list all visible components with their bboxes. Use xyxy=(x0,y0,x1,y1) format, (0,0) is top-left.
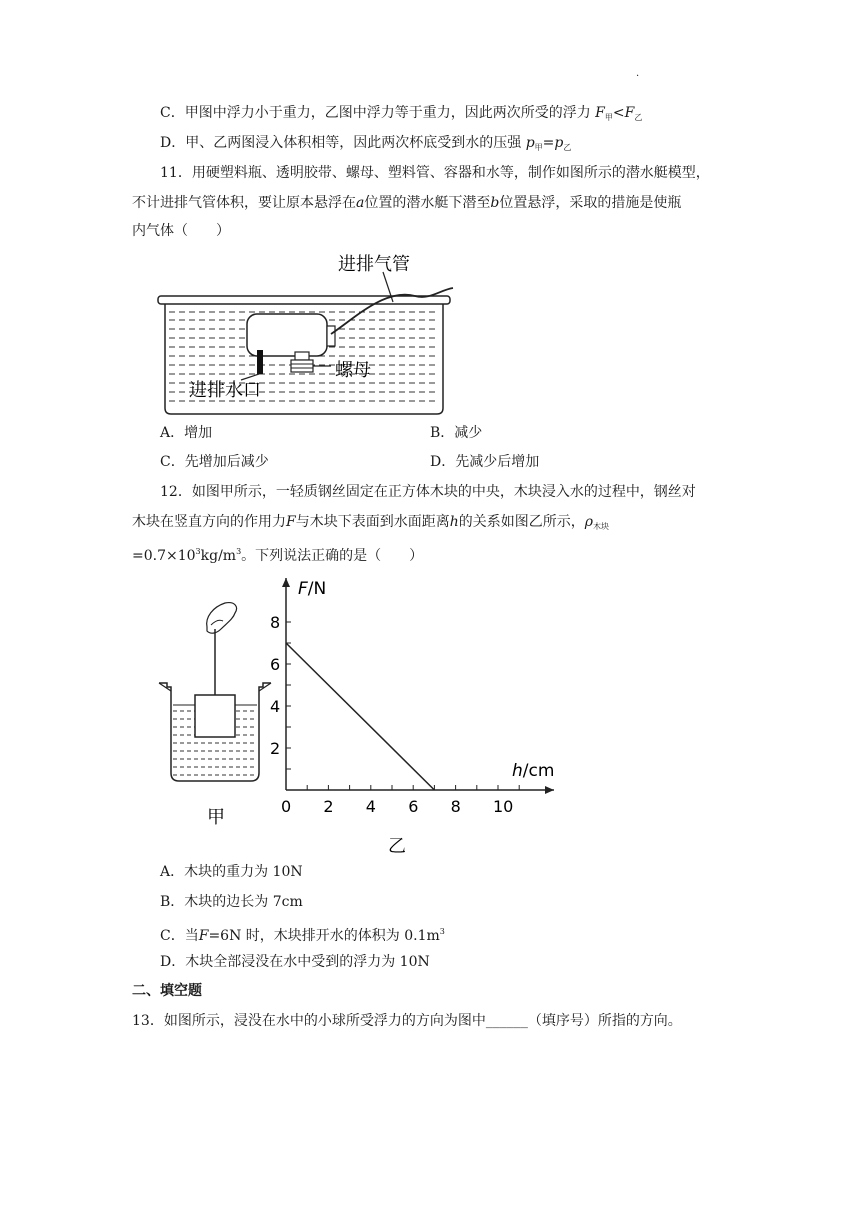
q10-option-d-sub2: 乙 xyxy=(563,143,572,152)
y-tick-label: 2 xyxy=(270,739,281,758)
q10-option-d-p2: p xyxy=(554,135,564,151)
q10-option-d xyxy=(160,133,571,158)
q12-line-2 xyxy=(132,512,609,537)
x-tick-label: 2 xyxy=(323,797,334,816)
q11-line-2-c: 位置悬浮，采取的措施是使瓶 xyxy=(499,195,682,211)
q12-line-3 xyxy=(132,542,423,566)
q10-option-c-f2: F xyxy=(624,105,635,121)
q10-option-c-lt: < xyxy=(612,105,625,121)
f-h-line xyxy=(286,643,434,790)
x-tick-label: 6 xyxy=(408,797,419,816)
y-tick-label: 8 xyxy=(270,613,281,632)
q12-option-b: B．木块的边长为 7cm xyxy=(160,894,303,910)
tube-label: 进排气管 xyxy=(338,254,410,275)
y-tick-label: 6 xyxy=(270,655,281,674)
q11-line-2-a: 不计进排气管体积，要让原本悬浮在 xyxy=(132,195,356,211)
hand-icon xyxy=(207,603,237,634)
q12-line-2-b: 与木块下表面到水面距离 xyxy=(295,514,450,530)
bottle-cap xyxy=(327,326,335,346)
chart-ticks xyxy=(270,613,519,816)
q12-rho-sub: 木块 xyxy=(592,522,609,531)
q12-line-3-b: kg/m xyxy=(200,548,237,564)
q12-option-c-f: F xyxy=(198,928,209,944)
q11-var-a: a xyxy=(356,195,365,211)
q10-option-c-text: C．甲图中浮力小于重力，乙图中浮力等于重力，因此两次所受的浮力 xyxy=(160,105,591,121)
q11-line-3: 内气体（ ） xyxy=(132,223,230,239)
chart-series xyxy=(286,643,434,790)
wood-block xyxy=(195,695,235,737)
beaker-figure xyxy=(155,595,275,855)
q12-option-c xyxy=(160,922,445,946)
q10-option-c xyxy=(160,103,642,128)
q10-option-c-sub2: 乙 xyxy=(634,113,643,122)
q11-line-2-b: 位置的潜水艇下潜至 xyxy=(364,195,491,211)
x-tick-label: 8 xyxy=(450,797,461,816)
q11-line-1: 11．用硬塑料瓶、透明胶带、螺母、塑料管、容器和水等，制作如图所示的潜水艇模型， xyxy=(160,165,710,181)
bottle xyxy=(247,314,327,356)
fig-yi-label: 乙 xyxy=(388,836,406,857)
q11-line-2 xyxy=(132,193,681,213)
q10-option-d-sub1: 甲 xyxy=(534,143,543,152)
water-port xyxy=(257,350,263,374)
container-rim xyxy=(158,296,450,304)
q12-exp-1: 3 xyxy=(195,547,201,556)
section-heading: 二、填空题 xyxy=(132,983,202,999)
q12-rho: ρ xyxy=(584,514,593,530)
q12-var-f: F xyxy=(286,514,296,530)
q11-option-b: B．减少 xyxy=(430,425,483,441)
q12-option-a: A．木块的重力为 10N xyxy=(160,864,303,880)
q12-exp-2: 3 xyxy=(236,547,242,556)
q11-option-a: A．增加 xyxy=(160,425,213,441)
q12-option-d: D．木块全部浸没在水中受到的浮力为 10N xyxy=(160,954,430,970)
x-axis-label: h/cm xyxy=(512,761,555,781)
x-tick-label: 4 xyxy=(365,797,376,816)
q12-line-2-c: 的关系如图乙所示， xyxy=(458,514,585,530)
f-h-chart xyxy=(262,572,562,862)
port-label: 进排水口 xyxy=(189,380,261,401)
q12-line-2-a: 木块在竖直方向的作用力 xyxy=(132,514,286,530)
nut-top xyxy=(295,352,309,360)
y-axis-label: F/N xyxy=(298,579,327,599)
q11-var-b: b xyxy=(490,195,500,211)
q12-option-c-b: =6N 时，木块排开水的体积为 0.1m xyxy=(208,928,440,944)
q12-var-h: h xyxy=(449,514,459,530)
nut xyxy=(291,360,313,372)
q12-line-1: 12．如图甲所示，一轻质钢丝固定在正方体木块的中央，木块浸入水的过程中，钢丝对 xyxy=(160,484,696,500)
x-tick-label: 0 xyxy=(281,797,292,816)
q10-option-d-eq: = xyxy=(542,135,555,151)
air-tube xyxy=(331,288,453,334)
q12-line-3-c: 。下列说法正确的是（ ） xyxy=(241,548,424,564)
q12-line-3-a: =0.7×10 xyxy=(132,548,196,564)
submarine-figure xyxy=(155,248,455,418)
top-mark: . xyxy=(636,68,640,79)
x-axis-arrow xyxy=(545,786,554,794)
q12-option-c-a: C．当 xyxy=(160,928,199,944)
q10-option-c-sub1: 甲 xyxy=(604,113,613,122)
nut-label: 螺母 xyxy=(335,360,371,381)
y-axis-arrow xyxy=(282,578,290,587)
fig-jia-label: 甲 xyxy=(207,807,225,828)
q10-option-c-f1: F xyxy=(595,105,605,121)
q11-option-c: C．先增加后减少 xyxy=(160,454,269,470)
q12-option-c-exp: 3 xyxy=(439,927,445,936)
q10-option-d-p1: p xyxy=(525,135,535,151)
q11-option-d: D．先减少后增加 xyxy=(430,454,540,470)
y-tick-label: 4 xyxy=(270,697,281,716)
x-tick-label: 10 xyxy=(493,797,514,816)
q13-text: 13．如图所示，浸没在水中的小球所受浮力的方向为图中______（填序号）所指的方向。 xyxy=(132,1013,682,1029)
q10-option-d-text: D．甲、乙两图浸入体积相等，因此两次杯底受到水的压强 xyxy=(160,135,522,151)
